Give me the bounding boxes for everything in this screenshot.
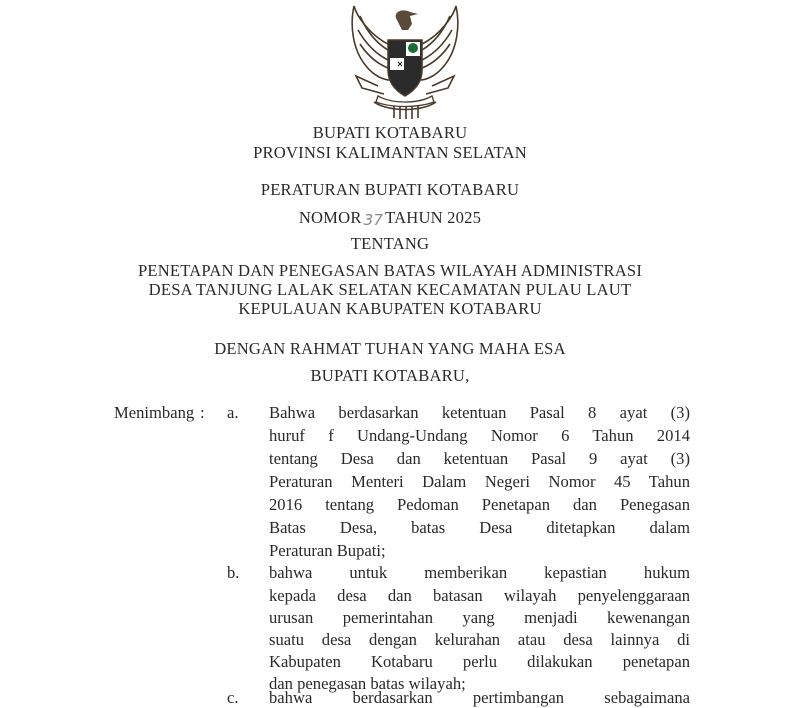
subject-line: DESA TANJUNG LALAK SELATAN KECAMATAN PULAU LAUT [148,280,632,299]
considering-label: Menimbang [114,403,195,422]
item-marker: a. [227,403,239,422]
item-marker: c. [227,688,239,707]
item-a-line: 2016 tentang Pedoman Penetapan dan Penegasan [269,495,690,514]
item-b-line: urusan pemerintahan yang menjadi kewenangan [269,608,690,627]
handwritten-number: 37 [363,211,384,229]
province-title: PROVINSI KALIMANTAN SELATAN [253,143,527,162]
garuda-emblem-icon [348,4,462,120]
item-c-line: bahwa berdasarkan pertimbangan sebagaimana [269,688,690,707]
issuer-title: BUPATI KOTABARU [312,123,468,142]
regulation-number [0,208,780,228]
subject-line: KEPULAUAN KABUPATEN KOTABARU [238,299,542,318]
item-b-line: kepada desa dan batasan wilayah penyelenggaraan [269,586,690,605]
considering-colon: : [200,403,205,422]
item-marker: b. [227,563,240,582]
item-b-line: dan penegasan batas wilayah; [269,674,466,693]
tentang-heading: TENTANG [350,234,430,253]
item-a-line: Bahwa berdasarkan ketentuan Pasal 8 ayat (3) [269,403,690,422]
item-b-line: suatu desa dengan kelurahan atau desa lainnya di [269,630,690,649]
item-a-line: tentang Desa dan ketentuan Pasal 9 ayat (3) [269,449,690,468]
item-a-line: Peraturan Bupati; [269,541,386,560]
nomor-label: NOMOR [298,208,362,227]
tahun-label: TAHUN 2025 [385,208,482,227]
item-b-line: Kabupaten Kotabaru perlu dilakukan penetapan [269,652,690,671]
subject-line: PENETAPAN DAN PENEGASAN BATAS WILAYAH ADMINISTRASI [137,261,643,280]
authority: BUPATI KOTABARU, [310,366,470,385]
item-a-line: huruf f Undang-Undang Nomor 6 Tahun 2014 [269,426,690,445]
item-a-line: Peraturan Menteri Dalam Negeri Nomor 45 Tahun [269,472,690,491]
preamble: DENGAN RAHMAT TUHAN YANG MAHA ESA [214,339,566,358]
regulation-title: PERATURAN BUPATI KOTABARU [260,180,520,199]
item-b-line: bahwa untuk memberikan kepastian hukum [269,563,690,582]
item-a-line: Batas Desa, batas Desa ditetapkan dalam [269,518,690,537]
